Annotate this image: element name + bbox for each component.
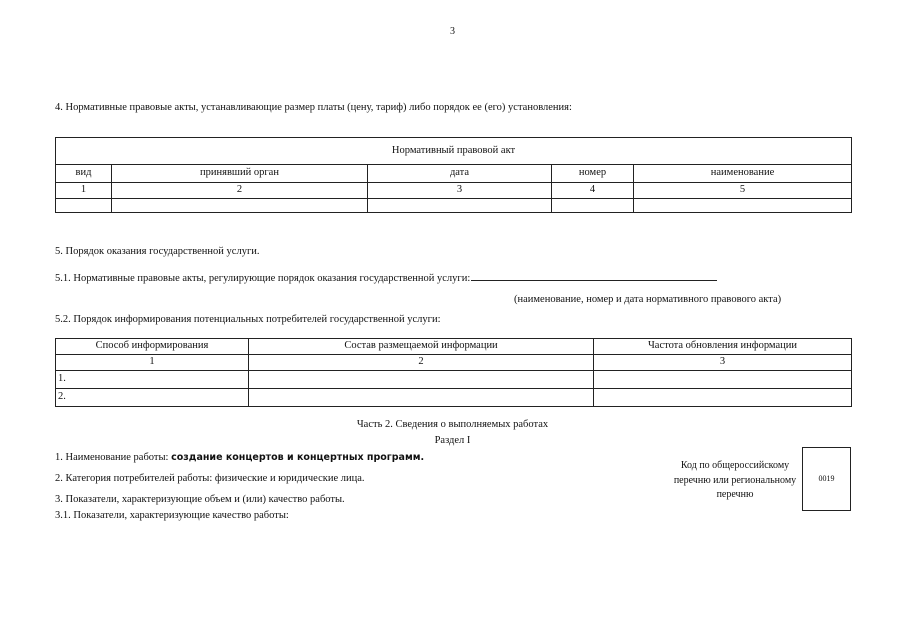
tariff-acts-table — [55, 137, 852, 213]
registry-code-label: Код по общероссийскому перечню или региональному перечню — [673, 460, 797, 500]
column-header: номер — [552, 165, 634, 183]
informing-table — [55, 338, 852, 407]
table-row — [803, 448, 851, 511]
column-number: 2 — [249, 355, 594, 371]
column-number: 3 — [594, 355, 852, 371]
column-number: 4 — [552, 183, 634, 199]
section-4-title: 4. Нормативные правовые акты, устанавливающие размер платы (цену, тариф) либо порядок ее (его) установления: — [55, 102, 572, 113]
table-columns-row — [56, 339, 852, 355]
work-consumers: 2. Категория потребителей работы: физические и юридические лица. — [55, 473, 365, 484]
column-header: Способ информирования — [56, 339, 249, 355]
table-header-cell: Нормативный правовой акт — [56, 138, 852, 165]
column-number: 1 — [56, 355, 249, 371]
table-row — [56, 199, 852, 213]
row-label: 1. — [56, 371, 249, 389]
column-number: 5 — [634, 183, 852, 199]
column-header: Частота обновления информации — [594, 339, 852, 355]
row-label: 2. — [56, 389, 249, 407]
table-cell — [249, 371, 594, 389]
column-number: 2 — [112, 183, 368, 199]
registry-code-value: 0019 — [803, 448, 851, 511]
column-header: наименование — [634, 165, 852, 183]
fill-in-line — [471, 271, 717, 281]
column-number: 1 — [56, 183, 112, 199]
table-cell — [634, 199, 852, 213]
work-name-line — [55, 452, 424, 463]
table-row — [56, 371, 852, 389]
section-5-1-line — [55, 271, 717, 284]
table-cell — [56, 199, 112, 213]
table-cell — [249, 389, 594, 407]
table-cell — [552, 199, 634, 213]
column-header: дата — [368, 165, 552, 183]
section-5-1-caption: (наименование, номер и дата нормативного правового акта) — [514, 294, 782, 305]
table-cell — [594, 389, 852, 407]
table-numbers-row — [56, 355, 852, 371]
table-cell — [368, 199, 552, 213]
work-indicators: 3. Показатели, характеризующие объем и (или) качество работы. — [55, 494, 345, 505]
table-numbers-row — [56, 183, 852, 199]
table-columns-row — [56, 165, 852, 183]
table-header-row — [56, 138, 852, 165]
section-5-1-text: 5.1. Нормативные правовые акты, регулирующие порядок оказания государственной услуги: — [55, 273, 471, 284]
column-header: Состав размещаемой информации — [249, 339, 594, 355]
section-5-2-text: 5.2. Порядок информирования потенциальных потребителей государственной услуги: — [55, 314, 441, 325]
section-heading: Раздел I — [434, 435, 471, 446]
table-cell — [112, 199, 368, 213]
work-name-value: создание концертов и концертных программ. — [171, 452, 425, 463]
work-quality-indicators: 3.1. Показатели, характеризующие качество работы: — [55, 510, 289, 521]
page-number: 3 — [450, 26, 455, 37]
table-cell — [594, 371, 852, 389]
work-name-label: 1. Наименование работы: — [55, 452, 172, 463]
table-row — [56, 389, 852, 407]
column-header: вид — [56, 165, 112, 183]
column-number: 3 — [368, 183, 552, 199]
column-header: принявший орган — [112, 165, 368, 183]
part-2-title: Часть 2. Сведения о выполняемых работах — [356, 419, 549, 430]
registry-code-box — [802, 447, 851, 511]
section-5-title: 5. Порядок оказания государственной услуги. — [55, 246, 260, 257]
